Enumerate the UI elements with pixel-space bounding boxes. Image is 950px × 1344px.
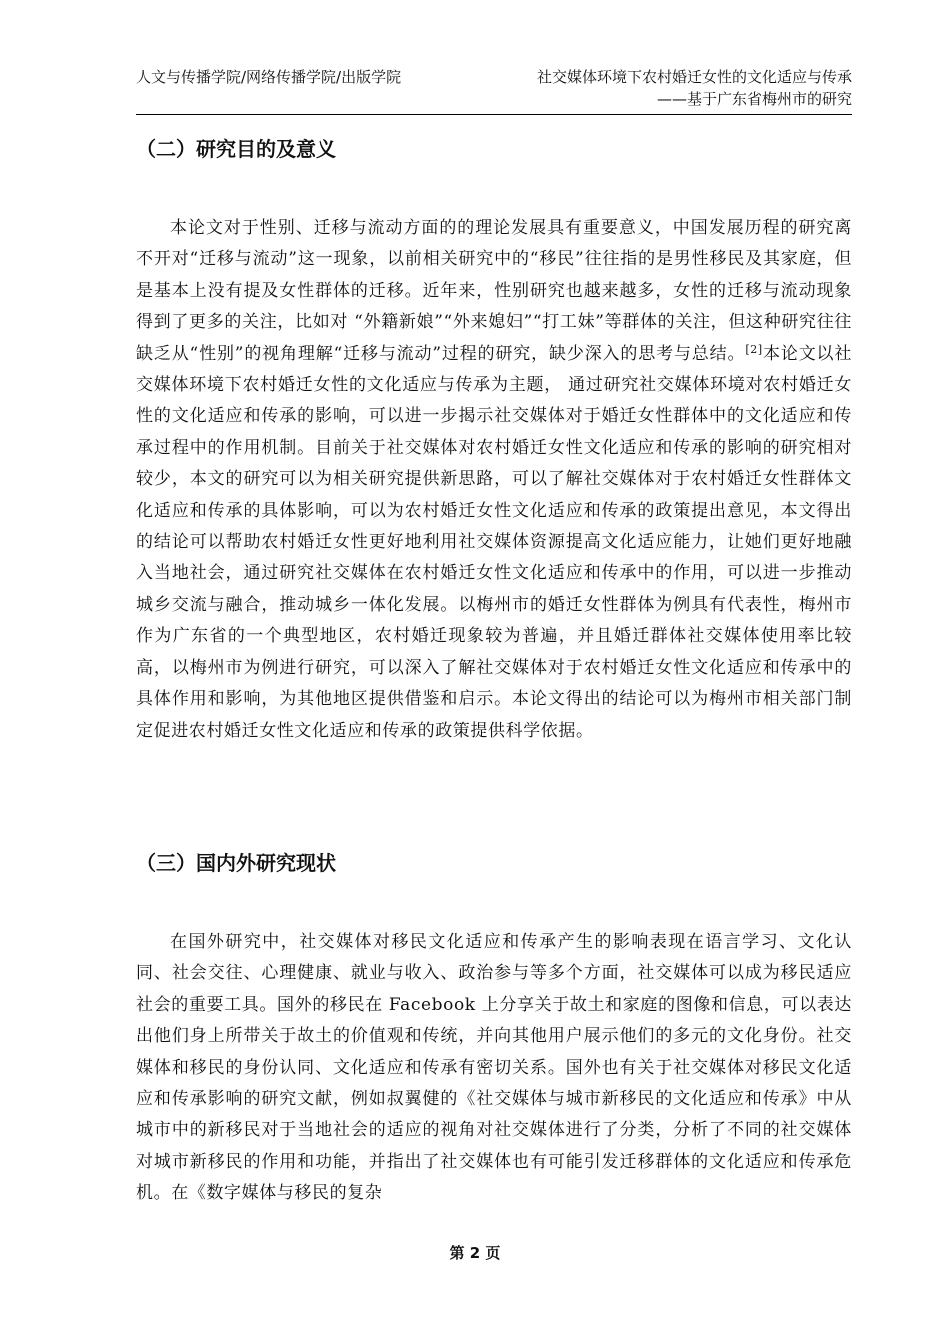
page-header: [136, 66, 852, 114]
header-institution: 人文与传播学院/网络传播学院/出版学院: [136, 68, 402, 86]
paragraph-purpose-significance: [136, 213, 852, 747]
header-title-line2: ——基于广东省梅州市的研究: [656, 90, 852, 108]
citation-marker: [2]: [745, 342, 763, 356]
section-heading-purpose: （二）研究目的及意义: [136, 137, 336, 161]
header-divider: [136, 114, 852, 115]
section-heading-literature-review: （三）国内外研究现状: [136, 851, 336, 875]
paragraph-purpose-part2: 本论文以社交媒体环境下农村婚迁女性的文化适应与传承为主题， 通过研究社交媒体环境对农村婚迁女性的文化适应和传承的影响，可以进一步揭示社交媒体对于婚迁女性群体中的文化适应和传承过程中的作用机制。目前关于社交媒体对农村婚迁女性文化适应和传承的影响的研究相对较少，本文的研究可以为相关研究提供新思路，可以了解社交媒体对于农村婚迁女性群体文化适应和传承的具体影响，可以为农村婚迁女性文化适应和传承的政策提出意见，本文得出的结论可以帮助农村婚迁女性更好地利用社交媒体资源提高文化适应能力，让她们更好地融入当地社会，通过研究社交媒体在农村婚迁女性文化适应和传承中的作用，可以进一步推动城乡交流与融合，推动城乡一体化发展。以梅州市的婚迁女性群体为例具有代表性，梅州市作为广东省的一个典型地区，农村婚迁现象较为普遍，并且婚迁群体社交媒体使用率比较高，以梅州市为例进行研究，可以深入了解社交媒体对于农村婚迁女性文化适应和传承中的具体作用和影响，为其他地区提供借鉴和启示。本论文得出的结论可以为梅州市相关部门制定促进农村婚迁女性文化适应和传承的政策提供科学依据。: [136, 343, 852, 741]
page-number: 第 2 页: [449, 1244, 501, 1262]
header-thesis-title: [537, 66, 852, 110]
header-title-line1: 社交媒体环境下农村婚迁女性的文化适应与传承: [536, 68, 852, 86]
paragraph-literature-review: 在国外研究中，社交媒体对移民文化适应和传承产生的影响表现在语言学习、文化认同、社会交往、心理健康、就业与收入、政治参与等多个方面，社交媒体可以成为移民适应社会的重要工具。国外的移民在 Facebook 上分享关于故土和家庭的图像和信息，可以表达出他们身上所带关于故土的价值观和传统，并向其他用户展示他们的多元的文化身份。社交媒体和移民的身份认同、文化适应和传承有密切关系。国外也有关于社交媒体对移民文化适应和传承影响的研究文献，例如叔翼健的《社交媒体与城市新移民的文化适应和传承》中从城市中的新移民对于当地社会的适应的视角对社交媒体进行了分类，分析了不同的社交媒体对城市新移民的作用和功能，并指出了社交媒体也有可能引发迁移群体的文化适应和传承危机。在《数字媒体与移民的复杂: [136, 932, 852, 1204]
paragraph-purpose-part1: 本论文对于性别、迁移与流动方面的的理论发展具有重要意义，中国发展历程的研究离不开对“迁移与流动”这一现象，以前相关研究中的“移民”往往指的是男性移民及其家庭，但是基本上没有提及女性群体的迁移。近年来，性别研究也越来越多，女性的迁移与流动现象得到了更多的关注，比如对 “外籍新娘”“外来媳妇”“打工妹”等群体的关注，但这种研究往往缺乏从“性别”的视角理解“迁移与流动”过程的研究，缺少深入的思考与总结。: [136, 218, 852, 364]
